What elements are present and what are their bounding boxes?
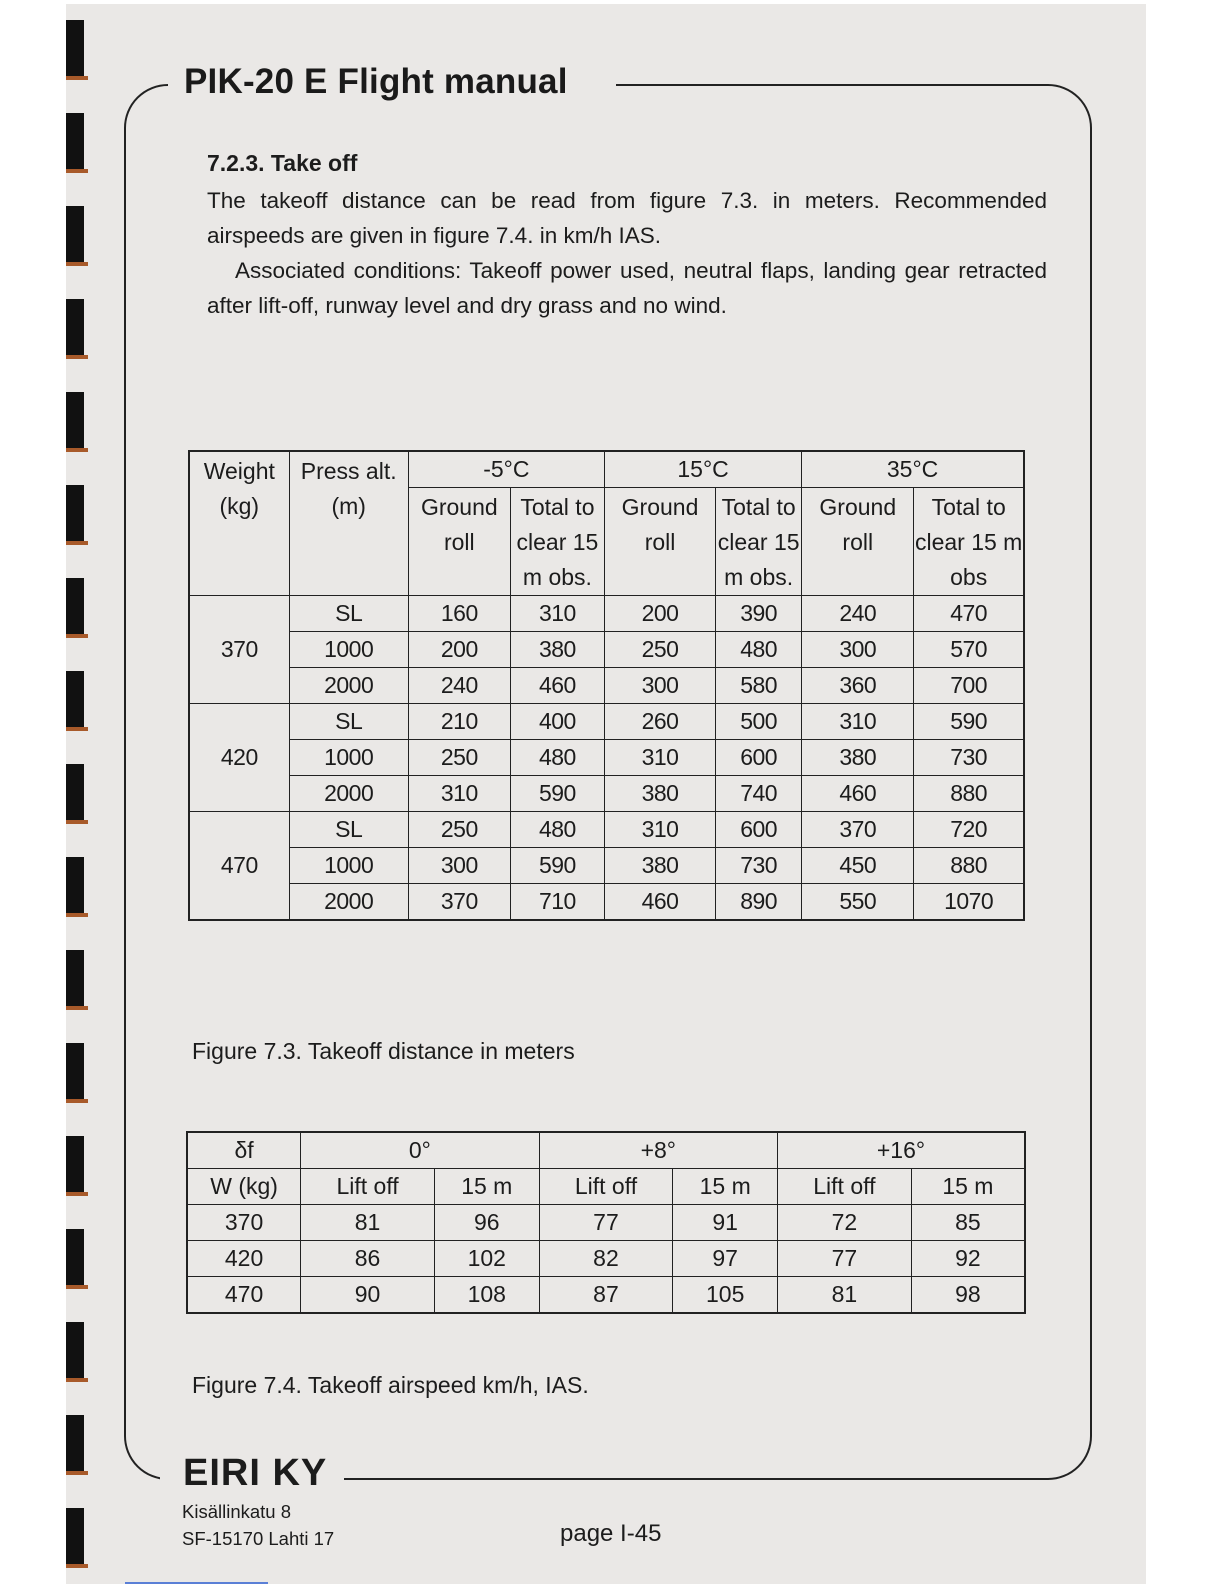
ground-roll-cell: 200	[604, 596, 715, 632]
header-total-clear: Total to clear 15 m obs	[914, 488, 1024, 596]
header-ground-roll: Ground roll	[802, 488, 914, 596]
takeoff-distance-body	[189, 596, 1024, 921]
table-row	[189, 704, 1024, 740]
press-alt-cell: SL	[289, 704, 408, 740]
header-total-clear: Total to clear 15 m obs.	[716, 488, 802, 596]
speed-15m-cell: 105	[673, 1277, 778, 1314]
speed-15m-cell: 102	[434, 1241, 539, 1277]
ground-roll-cell: 300	[802, 632, 914, 668]
header-lift-off: Lift off	[539, 1169, 673, 1205]
total-distance-cell: 460	[510, 668, 604, 704]
speed-15m-cell: 97	[673, 1241, 778, 1277]
ground-roll-cell: 310	[408, 776, 510, 812]
address-line-2: SF-15170 Lahti 17	[182, 1528, 335, 1549]
lift-off-speed-cell: 77	[777, 1241, 911, 1277]
header-flap-symbol: δf	[187, 1132, 301, 1169]
table-row	[189, 668, 1024, 704]
total-distance-cell: 470	[914, 596, 1024, 632]
total-distance-cell: 590	[510, 776, 604, 812]
speed-15m-cell: 108	[434, 1277, 539, 1314]
press-alt-cell: 2000	[289, 884, 408, 921]
ground-roll-cell: 380	[604, 848, 715, 884]
lift-off-speed-cell: 82	[539, 1241, 673, 1277]
ground-roll-cell: 200	[408, 632, 510, 668]
ground-roll-cell: 240	[802, 596, 914, 632]
lift-off-speed-cell: 77	[539, 1205, 673, 1241]
section-heading: 7.2.3. Take off	[207, 150, 358, 176]
table-row	[189, 812, 1024, 848]
figure-7-3-caption: Figure 7.3. Takeoff distance in meters	[192, 1038, 575, 1064]
header-weight: Weight (kg)	[189, 451, 289, 596]
section-paragraph-1: The takeoff distance can be read from figure 7.3. in meters. Recommended airspeeds are given in figure 7.4. in km/h IAS.	[207, 188, 1047, 248]
header-weight-kg: W (kg)	[187, 1169, 301, 1205]
table-row	[189, 632, 1024, 668]
weight-cell: 470	[189, 812, 289, 921]
ground-roll-cell: 370	[408, 884, 510, 921]
total-distance-cell: 730	[716, 848, 802, 884]
manual-title: PIK-20 E Flight manual	[184, 62, 568, 101]
table-row	[187, 1241, 1025, 1277]
ground-roll-cell: 250	[604, 632, 715, 668]
ground-roll-cell: 300	[604, 668, 715, 704]
total-distance-cell: 710	[510, 884, 604, 921]
table-row	[189, 596, 1024, 632]
speed-15m-cell: 98	[911, 1277, 1025, 1314]
header-ground-roll: Ground roll	[604, 488, 715, 596]
header-15m: 15 m	[673, 1169, 778, 1205]
speed-15m-cell: 92	[911, 1241, 1025, 1277]
page-number: page I-45	[560, 1520, 662, 1547]
lift-off-speed-cell: 90	[301, 1277, 435, 1314]
press-alt-cell: 1000	[289, 740, 408, 776]
table-row	[189, 776, 1024, 812]
press-alt-cell: 1000	[289, 632, 408, 668]
total-distance-cell: 600	[716, 812, 802, 848]
total-distance-cell: 500	[716, 704, 802, 740]
total-distance-cell: 480	[510, 740, 604, 776]
total-distance-cell: 590	[914, 704, 1024, 740]
ground-roll-cell: 460	[604, 884, 715, 921]
header-press-alt: Press alt. (m)	[289, 451, 408, 596]
table-row	[187, 1205, 1025, 1241]
header-lift-off: Lift off	[301, 1169, 435, 1205]
header-ground-roll: Ground roll	[408, 488, 510, 596]
address-line-1: Kisällinkatu 8	[182, 1501, 292, 1522]
table-row	[187, 1277, 1025, 1314]
weight-cell: 420	[189, 704, 289, 812]
ground-roll-cell: 380	[604, 776, 715, 812]
ground-roll-cell: 260	[604, 704, 715, 740]
header-15m: 15 m	[911, 1169, 1025, 1205]
total-distance-cell: 380	[510, 632, 604, 668]
speed-15m-cell: 91	[673, 1205, 778, 1241]
ground-roll-cell: 450	[802, 848, 914, 884]
press-alt-cell: SL	[289, 596, 408, 632]
weight-cell: 370	[187, 1205, 301, 1241]
total-distance-cell: 480	[510, 812, 604, 848]
ground-roll-cell: 360	[802, 668, 914, 704]
table-row	[189, 740, 1024, 776]
binding-holes	[66, 0, 86, 1584]
header-15m: 15 m	[434, 1169, 539, 1205]
total-distance-cell: 880	[914, 848, 1024, 884]
figure-7-4-caption: Figure 7.4. Takeoff airspeed km/h, IAS.	[192, 1372, 589, 1398]
ground-roll-cell: 460	[802, 776, 914, 812]
total-distance-cell: 400	[510, 704, 604, 740]
header-flap-16: +16°	[777, 1132, 1025, 1169]
takeoff-section	[207, 150, 1047, 323]
ground-roll-cell: 310	[604, 740, 715, 776]
header-temp-15: 15°C	[604, 451, 801, 488]
ground-roll-cell: 240	[408, 668, 510, 704]
ground-roll-cell: 370	[802, 812, 914, 848]
header-total-clear: Total to clear 15 m obs.	[510, 488, 604, 596]
ground-roll-cell: 380	[802, 740, 914, 776]
header-flap-0: 0°	[301, 1132, 539, 1169]
section-paragraph-2: Associated conditions: Takeoff power used, neutral flaps, landing gear retracted after lift-off, runway level and dry grass and no wind.	[207, 258, 1047, 318]
lift-off-speed-cell: 87	[539, 1277, 673, 1314]
total-distance-cell: 880	[914, 776, 1024, 812]
total-distance-cell: 310	[510, 596, 604, 632]
lift-off-speed-cell: 81	[301, 1205, 435, 1241]
press-alt-cell: 2000	[289, 668, 408, 704]
weight-cell: 420	[187, 1241, 301, 1277]
total-distance-cell: 1070	[914, 884, 1024, 921]
weight-cell: 370	[189, 596, 289, 704]
ground-roll-cell: 250	[408, 740, 510, 776]
press-alt-cell: 2000	[289, 776, 408, 812]
header-temp-35: 35°C	[802, 451, 1024, 488]
table-row	[189, 848, 1024, 884]
takeoff-airspeed-table	[186, 1131, 1026, 1314]
total-distance-cell: 890	[716, 884, 802, 921]
total-distance-cell: 730	[914, 740, 1024, 776]
total-distance-cell: 590	[510, 848, 604, 884]
ground-roll-cell: 210	[408, 704, 510, 740]
lift-off-speed-cell: 86	[301, 1241, 435, 1277]
ground-roll-cell: 250	[408, 812, 510, 848]
total-distance-cell: 570	[914, 632, 1024, 668]
press-alt-cell: 1000	[289, 848, 408, 884]
ground-roll-cell: 310	[802, 704, 914, 740]
total-distance-cell: 600	[716, 740, 802, 776]
press-alt-cell: SL	[289, 812, 408, 848]
header-flap-8: +8°	[539, 1132, 777, 1169]
total-distance-cell: 720	[914, 812, 1024, 848]
total-distance-cell: 740	[716, 776, 802, 812]
ground-roll-cell: 160	[408, 596, 510, 632]
ground-roll-cell: 300	[408, 848, 510, 884]
total-distance-cell: 580	[716, 668, 802, 704]
speed-15m-cell: 96	[434, 1205, 539, 1241]
company-name: EIRI KY	[183, 1452, 328, 1494]
takeoff-distance-table	[188, 450, 1025, 921]
takeoff-airspeed-body	[187, 1205, 1025, 1314]
speed-15m-cell: 85	[911, 1205, 1025, 1241]
lift-off-speed-cell: 81	[777, 1277, 911, 1314]
table-row	[189, 884, 1024, 921]
total-distance-cell: 480	[716, 632, 802, 668]
header-lift-off: Lift off	[777, 1169, 911, 1205]
ground-roll-cell: 310	[604, 812, 715, 848]
ground-roll-cell: 550	[802, 884, 914, 921]
weight-cell: 470	[187, 1277, 301, 1314]
header-temp-minus5: -5°C	[408, 451, 604, 488]
total-distance-cell: 700	[914, 668, 1024, 704]
total-distance-cell: 390	[716, 596, 802, 632]
lift-off-speed-cell: 72	[777, 1205, 911, 1241]
